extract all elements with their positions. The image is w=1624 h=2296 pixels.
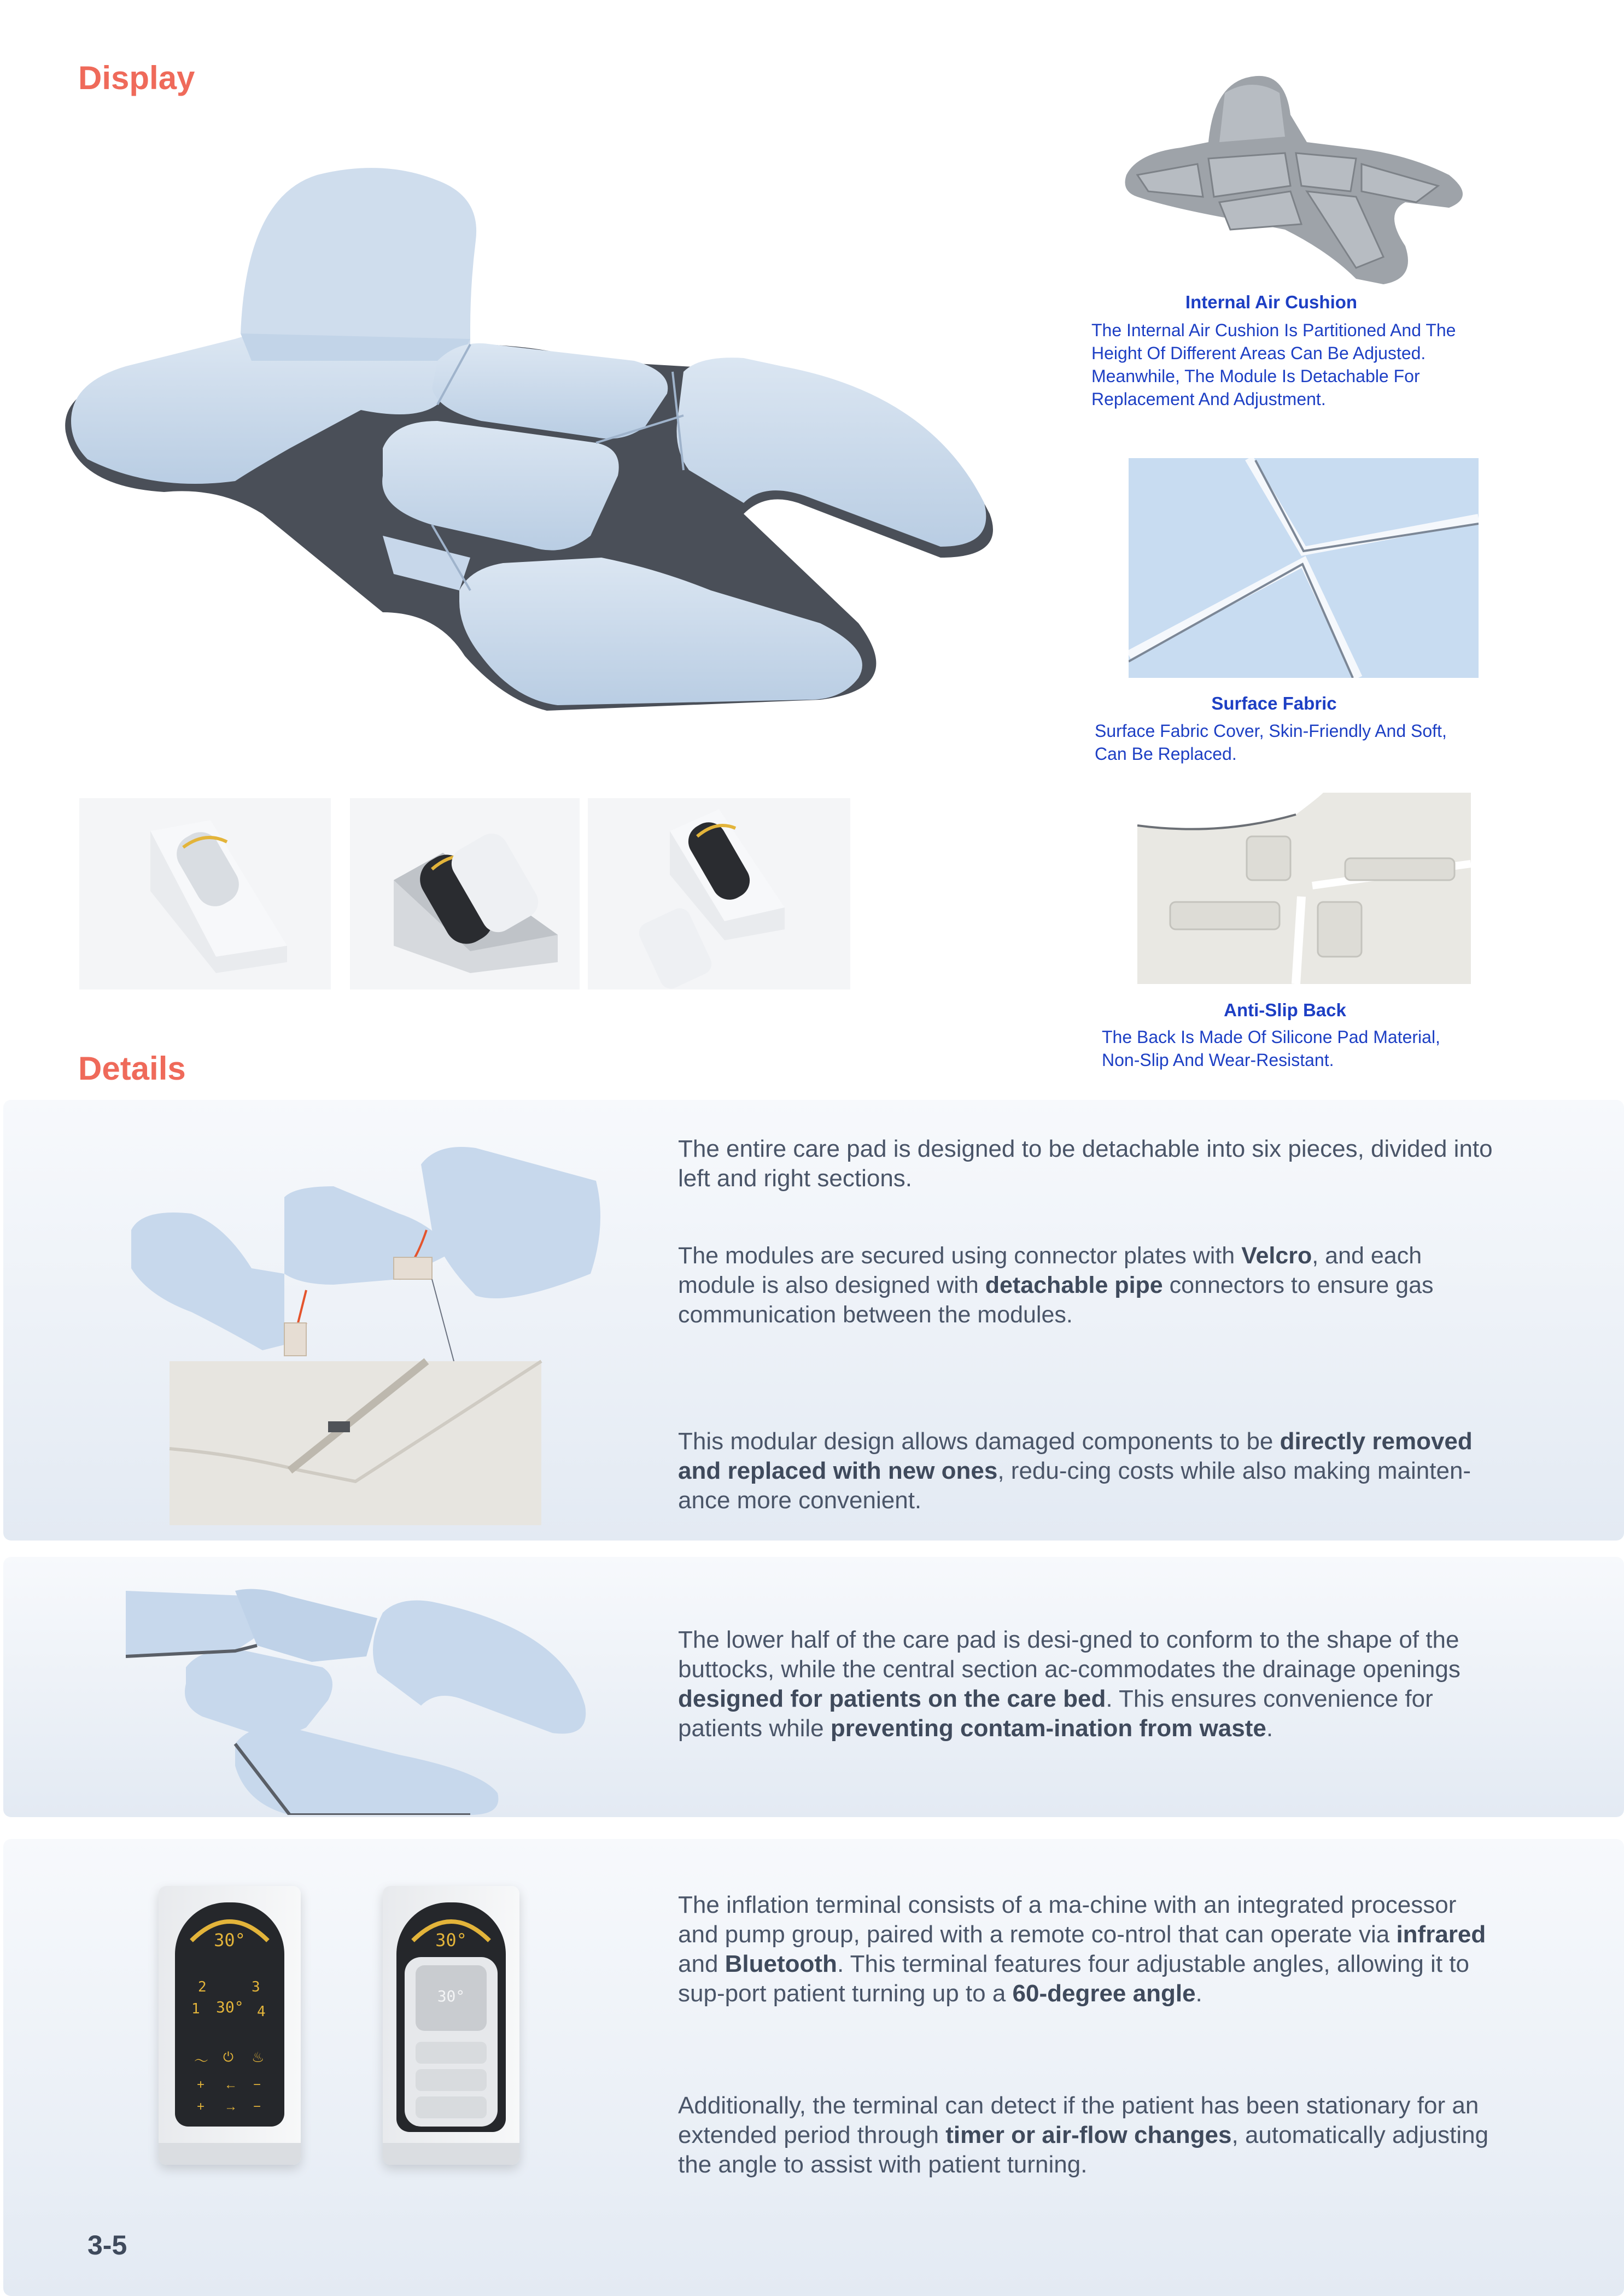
minus-icon[interactable]: − — [253, 2077, 261, 2092]
terminal-display-value: 30° — [214, 1930, 246, 1951]
feature-desc-anti-slip — [1102, 1026, 1594, 1071]
desc-line: Meanwhile, The Module Is Detachable For — [1091, 366, 1420, 386]
remote-center-value: 30° — [437, 1987, 465, 2005]
remote-button-row[interactable] — [416, 2042, 487, 2064]
desc-line: Replacement And Adjustment. — [1091, 389, 1326, 409]
bold-span: timer or air-flow changes — [945, 2122, 1232, 2148]
surface-fabric-image — [1129, 458, 1479, 678]
desc-line: The Back Is Made Of Silicone Pad Material, — [1102, 1027, 1440, 1047]
text-span: , and each module is also designed with — [678, 1243, 1422, 1298]
bold-span: detachable pipe — [985, 1272, 1163, 1298]
bold-span: preventing contam-ination from waste — [830, 1715, 1266, 1742]
power-icon[interactable]: ⏻ — [223, 2050, 233, 2065]
terminal-center-value: 30° — [216, 1998, 244, 2016]
desc-line: Height Of Different Areas Can Be Adjusted. — [1091, 343, 1426, 363]
feature-title-air-cushion: Internal Air Cushion — [1185, 292, 1358, 312]
terminal-base — [383, 2143, 519, 2165]
alarm-icon[interactable]: ♨ — [252, 2049, 265, 2065]
angle-1: 1 — [191, 2001, 200, 2017]
detail-paragraph-6 — [678, 2091, 1520, 2180]
text-span: The modules are secured using connector plates with — [678, 1243, 1242, 1269]
feature-desc-air-cushion — [1091, 319, 1584, 411]
angle-2: 2 — [198, 1979, 207, 1995]
text-span: connectors to ensure gas communication between the modules. — [678, 1272, 1434, 1328]
modular-exploded-image — [126, 1143, 607, 1525]
text-span: This modular design allows damaged components to be — [678, 1428, 1280, 1455]
feature-title-anti-slip: Anti-Slip Back — [1224, 1000, 1346, 1020]
feature-desc-surface-fabric — [1095, 719, 1587, 765]
page-number: 3-5 — [87, 2230, 127, 2260]
care-pad-render — [55, 164, 1006, 743]
remote-screen — [416, 1965, 487, 2031]
right-arrow-icon[interactable]: → — [224, 2099, 237, 2114]
terminal-thumb-3 — [588, 798, 850, 989]
text-span: . This ensures convenience for patients while — [678, 1685, 1433, 1742]
air-cushion-image — [1121, 71, 1482, 290]
terminal-screen — [396, 1902, 506, 2132]
desc-line: The Internal Air Cushion Is Partitioned And The — [1091, 320, 1456, 340]
terminal-thumb-2 — [350, 798, 580, 989]
desc-line: Can Be Replaced. — [1095, 744, 1237, 764]
pad-lower-half-image — [126, 1585, 601, 1815]
detail-paragraph-2 — [678, 1241, 1460, 1329]
plus-icon[interactable]: + — [197, 2077, 205, 2092]
text-span: , redu-cing costs while also making mainten-ance more convenient. — [678, 1457, 1471, 1514]
display-heading: Display — [78, 60, 195, 96]
terminal-device-remote — [383, 1886, 519, 2165]
angle-3: 3 — [252, 1979, 260, 1995]
feature-title-surface-fabric: Surface Fabric — [1211, 693, 1337, 713]
left-arrow-icon[interactable]: ← — [224, 2077, 237, 2092]
details-heading: Details — [78, 1050, 186, 1087]
bold-span: infrared — [1396, 1921, 1486, 1948]
angle-4: 4 — [257, 2004, 266, 2020]
bold-span: 60-degree angle — [1012, 1980, 1196, 2007]
text-span: The inflation terminal consists of a ma-chine with an integrated processor and pump group, paired with a remote co-ntrol that can operate via — [678, 1891, 1457, 1948]
desc-line: Non-Slip And Wear-Resistant. — [1102, 1050, 1334, 1070]
remote-button-row[interactable] — [416, 2096, 487, 2118]
anti-slip-back-image — [1137, 793, 1471, 984]
pulse-icon[interactable]: 〜 — [194, 2053, 209, 2069]
terminal-screen — [175, 1902, 284, 2127]
text-span: . This terminal features four adjustable angles, allowing it to sup-port patient turning up to a — [678, 1951, 1469, 2007]
terminal-display-value: 30° — [435, 1930, 467, 1951]
terminal-device-dark — [159, 1886, 301, 2165]
bold-span: Velcro — [1241, 1243, 1312, 1269]
bold-span: Bluetooth — [725, 1951, 837, 1977]
text-span: . — [1195, 1980, 1202, 2007]
terminal-thumb-1 — [79, 798, 331, 989]
bold-span: directly removed and replaced with new ones — [678, 1428, 1473, 1484]
text-span: Additionally, the terminal can detect if the patient has been stationary for an extended period through — [678, 2092, 1479, 2148]
bold-span: designed for patients on the care bed — [678, 1685, 1106, 1712]
remote-control[interactable] — [405, 1957, 498, 2127]
desc-line: Surface Fabric Cover, Skin-Friendly And Soft, — [1095, 721, 1447, 741]
detail-paragraph-5 — [678, 1890, 1498, 2008]
remote-button-row[interactable] — [416, 2069, 487, 2091]
text-span: , automatically adjusting the angle to assist with patient turning. — [678, 2122, 1489, 2178]
minus-icon[interactable]: − — [253, 2099, 261, 2114]
plus-icon[interactable]: + — [197, 2099, 205, 2114]
text-span: The lower half of the care pad is desi-gned to conform to the shape of the buttocks, while the central section ac-commodates the drainage openings — [678, 1626, 1461, 1683]
text-span: . — [1266, 1715, 1274, 1742]
terminal-base — [159, 2143, 301, 2165]
detail-paragraph-1: The entire care pad is designed to be detachable into six pieces, divided into left and right sections. — [678, 1135, 1493, 1192]
detail-paragraph-3 — [678, 1427, 1487, 1515]
text-span: and — [678, 1951, 725, 1977]
detail-paragraph-4 — [678, 1625, 1509, 1743]
